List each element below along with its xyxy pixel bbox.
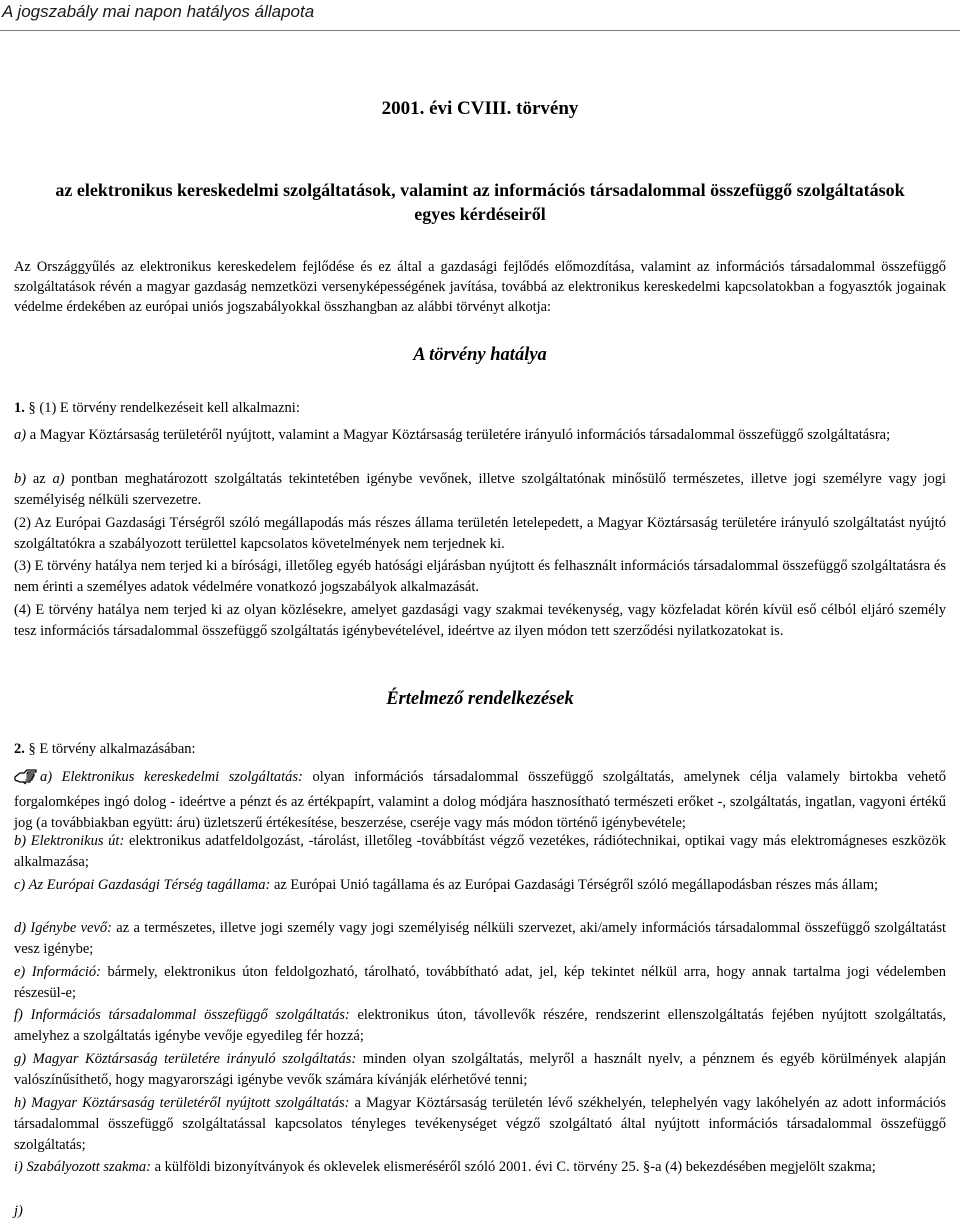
section-1-point-b: b) az a) pontban meghatározott szolgáltatás tekintetében igénybe vevőnek, illetve szolgáltatónak minősülő természetes, illetve jogi személyre vagy jogi személyiség nélküli szervezetre. (14, 471, 946, 508)
page-header-bar (0, 0, 960, 31)
definition-f: f) Információs társadalommal összefüggő szolgáltatás: elektronikus úton, távollevők részére, rendszerint ellenszolgáltatás fejében nyújtott szolgáltatás, amelyhez a szolgáltatás igénybe vevője egyedileg fér hozzá; (14, 1007, 946, 1044)
definition-a: a) Elektronikus kereskedelmi szolgáltatás: olyan információs társadalommal összefüggő szolgáltatás, amelynek célja valamely birtokba vehető forgalomképes ingó dolog - ideértve a pénzt és az értékpapírt, valamint a dolog módjára hasznosítható természeti erőket -, szolgáltatás, ingatlan, vagyoni értékű jog (a továbbiakban együtt: áru) üzletszerű értékesítése, beszerzése, cseréje vagy más módon történő igénybevétele; (14, 769, 946, 831)
definition-label: i) Szabályozott szakma: (14, 1159, 151, 1175)
section-number: 2. (14, 741, 25, 757)
law-title-line-2: egyes kérdéseiről (414, 204, 546, 224)
law-title (14, 178, 946, 226)
section-2-intro: 2. § E törvény alkalmazásában: (14, 741, 196, 757)
definition-h: h) Magyar Köztársaság területéről nyújtott szolgáltatás: a Magyar Köztársaság területén lévő székhelyén, telephelyén vagy lakóhelyén az adott információs társadalommal összefüggő szolgáltatással kapcsolatos tényleges tevékenységet végző szolgáltató által nyújtott információs társadalommal összefüggő szolgáltatás; (14, 1095, 946, 1153)
preamble: Az Országgyűlés az elektronikus kereskedelem fejlődése és ez által a gazdasági fejlődés előmozdítása, valamint az információs társadalommal összefüggő szolgáltatások révén a magyar gazdaság nemzetközi versenyképességének javítása, továbbá az elektronikus kereskedelmi kapcsolatokban a fogyasztók jogainak védelme érdekében az európai uniós jogszabályokkal összhangban az alábbi törvényt alkotja: (14, 259, 946, 315)
definition-b: b) Elektronikus út: elektronikus adatfeldolgozást, -tárolást, illetőleg -továbbítást végző vezetékes, rádiótechnikai, optikai vagy más elektromágneses eszközök alkalmazása; (14, 833, 946, 870)
definition-e: e) Információ: bármely, elektronikus úton feldolgozható, tárolható, továbbítható adat, jel, kép tekintet nélkül arra, hogy annak tartalma jogi védelemben részesül-e; (14, 964, 946, 1001)
definition-j (14, 1201, 946, 1222)
definition-g: g) Magyar Köztársaság területére irányuló szolgáltatás: minden olyan szolgáltatás, melyről a használt nyelv, a pénznem és egyéb körülmények alapján valószínűsíthető, hogy magyarországi igénybe vevők számára kívánják elérhetővé tenni; (14, 1051, 947, 1088)
section-1-paragraph-4: (4) E törvény hatálya nem terjed ki az olyan közlésekre, amelyet gazdasági vagy szakmai tevékenység, vagy közfeladat körén kívül eső célból eljáró személy tesz információs társadalommal összefüggő szolgáltatás igénybevételével, ideértve az ilyen módon tett szerződési nyilatkozatokat is. (14, 602, 946, 639)
section-heading-scope: A törvény hatálya (413, 345, 547, 365)
point-label: a) (14, 427, 27, 443)
section-1-intro: 1. § (1) E törvény rendelkezéseit kell alkalmazni: (14, 400, 300, 416)
header-title: A jogszabály mai napon hatályos állapota (2, 2, 315, 21)
definition-label: a) Elektronikus kereskedelmi szolgáltatás: (40, 769, 303, 785)
definition-label: c) Az Európai Gazdasági Térség tagállama: (14, 877, 271, 893)
law-number: 2001. évi CVIII. törvény (381, 98, 579, 119)
definition-label: j) (14, 1203, 23, 1219)
point-label: b) (14, 471, 27, 487)
section-1-paragraph-2: (2) Az Európai Gazdasági Térségről szóló megállapodás más részes állama területén letelepedett, a Magyar Köztársaság területére irányuló szolgáltatást nyújtó szolgáltatókra a szabályozott területtel kapcsolatos követelmények nem terjednek ki. (14, 515, 946, 552)
section-1-paragraph-3: (3) E törvény hatálya nem terjed ki a bírósági, illetőleg egyéb hatósági eljárásban nyújtott és felhasznált információs társadalommal összefüggő szolgáltatásra és nem érinti a személyes adatok védelmére vonatkozó jogszabályok alkalmazását. (14, 558, 946, 595)
definition-label: f) Információs társadalommal összefüggő szolgáltatás: (14, 1007, 350, 1023)
section-1-point-a: a) a Magyar Köztársaság területéről nyújtott, valamint a Magyar Köztársaság területére irányuló információs társadalommal összefüggő szolgáltatásra; (14, 427, 891, 443)
definition-label: h) Magyar Köztársaság területéről nyújtott szolgáltatás: (14, 1095, 350, 1111)
definition-label: b) Elektronikus út: (14, 833, 125, 849)
definition-label: e) Információ: (14, 964, 101, 980)
definition-label: d) Igénybe vevő: (14, 920, 112, 936)
section-number: 1. (14, 400, 25, 416)
definition-c: c) Az Európai Gazdasági Térség tagállama: az Európai Unió tagállama és az Európai Gazdasági Térségről szóló megállapodásban részes más állam; (14, 877, 879, 893)
definition-i: i) Szabályozott szakma: a külföldi bizonyítványok és oklevelek elismeréséről szóló 2001. évi C. törvény 25. §-a (4) bekezdésében megjelölt szakma; (14, 1159, 876, 1175)
section-heading-definitions: Értelmező rendelkezések (386, 689, 574, 709)
law-title-line-1: az elektronikus kereskedelmi szolgáltatások, valamint az információs társadalommal összefüggő szolgáltatások (55, 180, 905, 200)
pointing-hand-icon[interactable] (14, 767, 38, 792)
definition-label: g) Magyar Köztársaság területére irányuló szolgáltatás: (14, 1051, 357, 1067)
definition-d: d) Igénybe vevő: az a természetes, illetve jogi személy vagy jogi személyiség nélküli szervezet, aki/amely információs társadalommal összefüggő szolgáltatást vesz igénybe; (14, 920, 946, 957)
